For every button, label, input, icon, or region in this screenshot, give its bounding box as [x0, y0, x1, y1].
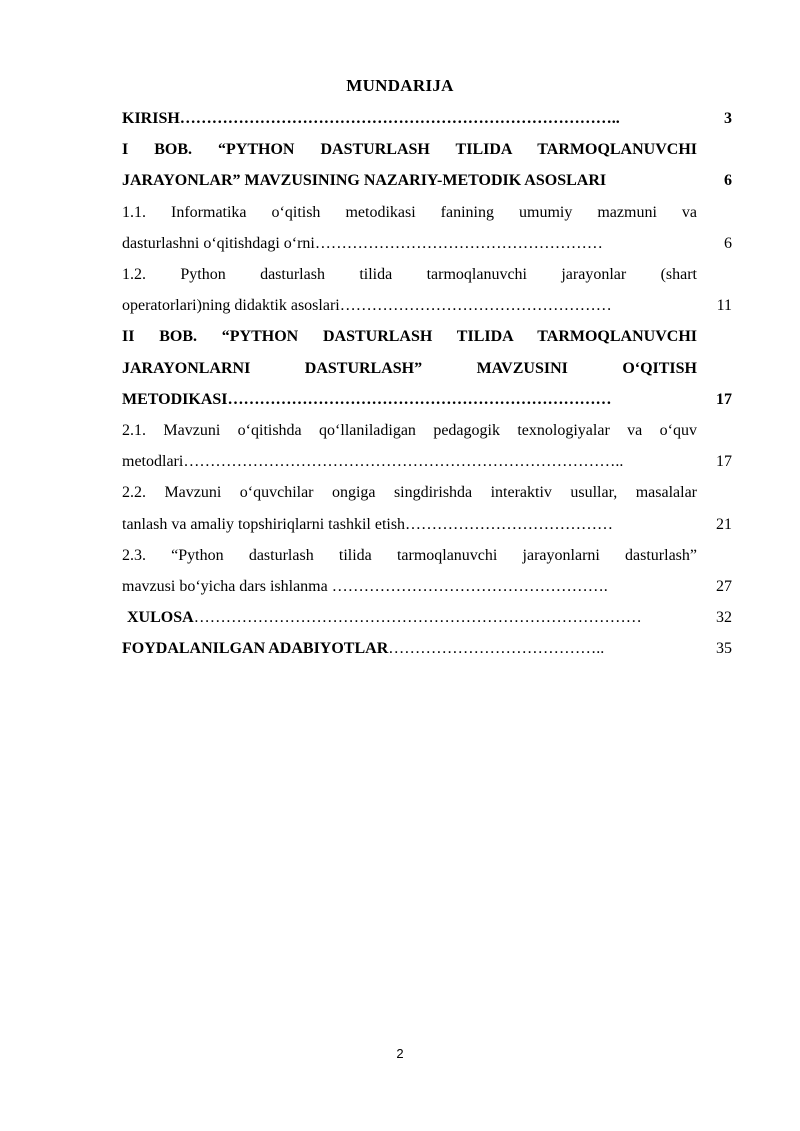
toc-entry-line	[122, 166, 732, 196]
toc-entry-text: KIRISH………………………………………………………………………..	[122, 110, 620, 127]
toc-entry-line	[122, 322, 732, 352]
toc-entry-line	[122, 634, 732, 664]
toc-entry-text: II BOB. “PYTHON DASTURLASH TILIDA TARMOQLANUVCHI	[122, 328, 697, 345]
toc-entry-line	[122, 229, 732, 259]
toc-entry-text: operatorlari)ning didaktik asoslari……………………………………………	[122, 297, 612, 314]
toc-entry-line	[122, 541, 732, 571]
toc-entry-text: JARAYONLARNI DASTURLASH” MAVZUSINI O‘QITISH	[122, 360, 697, 377]
toc-title: MUNDARIJA	[346, 76, 454, 95]
toc-leader-dots: …………………………………………………………………………	[193, 609, 642, 626]
toc-entry-line	[122, 510, 732, 540]
toc-page-number: 32	[716, 609, 732, 626]
toc-leader-dots: …………………………………..	[388, 640, 605, 657]
toc-entry-line	[122, 198, 732, 228]
toc-entry-text: 2.1. Mavzuni o‘qitishda qo‘llaniladigan pedagogik texnologiyalar va o‘quv	[122, 422, 697, 439]
toc-page-number: 6	[724, 172, 732, 189]
page-number: 2	[396, 1046, 404, 1061]
toc-entry-text: tanlash va amaliy topshiriqlarni tashkil etish…………………………………	[122, 516, 614, 533]
toc-entry-line	[122, 478, 732, 508]
toc-page-number: 17	[716, 453, 732, 470]
toc-entry-line	[122, 104, 732, 134]
toc-entry-heading: XULOSA	[127, 609, 194, 626]
toc-entry-text	[122, 634, 697, 664]
toc-entry-line	[122, 135, 732, 165]
toc-page-number: 27	[716, 578, 732, 595]
toc-page-number: 11	[716, 297, 732, 314]
toc-entry-text: dasturlashni o‘qitishdagi o‘rni………………………………………………	[122, 235, 603, 252]
toc-page-number: 3	[724, 110, 732, 127]
toc-entry-heading: FOYDALANILGAN ADABIYOTLAR	[122, 640, 389, 657]
toc-entry-line	[122, 291, 732, 321]
toc-page-number: 17	[716, 391, 732, 408]
toc-entry-line	[122, 603, 732, 633]
toc-entry-text: 2.2. Mavzuni o‘quvchilar ongiga singdirishda interaktiv usullar, masalalar	[122, 484, 697, 501]
toc-entry-text: METODIKASI………………………………………………………………	[122, 391, 612, 408]
toc-entry-line	[122, 385, 732, 415]
toc-entry-line	[122, 354, 732, 384]
toc-entry-line	[122, 447, 732, 477]
toc-entry-line	[122, 572, 732, 602]
toc-page-number: 35	[716, 640, 732, 657]
toc-entry-text: JARAYONLAR” MAVZUSINING NAZARIY-METODIK ASOSLARI	[122, 172, 607, 189]
toc-page-number: 6	[724, 235, 732, 252]
toc-entry-text: mavzusi bo‘yicha dars ishlanma …………………………………………….	[122, 578, 608, 595]
toc-entry-text: 1.1. Informatika o‘qitish metodikasi fanining umumiy mazmuni va	[122, 204, 697, 221]
toc-entry-text	[122, 603, 702, 633]
toc-entry-text: 1.2. Python dasturlash tilida tarmoqlanuvchi jarayonlar (shart	[122, 266, 697, 283]
toc-entry-line	[122, 416, 732, 446]
toc-entry-text: metodlari………………………………………………………………………..	[122, 453, 624, 470]
toc-page-number: 21	[716, 516, 732, 533]
toc-entry-line	[122, 260, 732, 290]
toc-entry-text: 2.3. “Python dasturlash tilida tarmoqlanuvchi jarayonlarni dasturlash”	[122, 547, 697, 564]
toc-entry-text: I BOB. “PYTHON DASTURLASH TILIDA TARMOQLANUVCHI	[122, 141, 697, 158]
